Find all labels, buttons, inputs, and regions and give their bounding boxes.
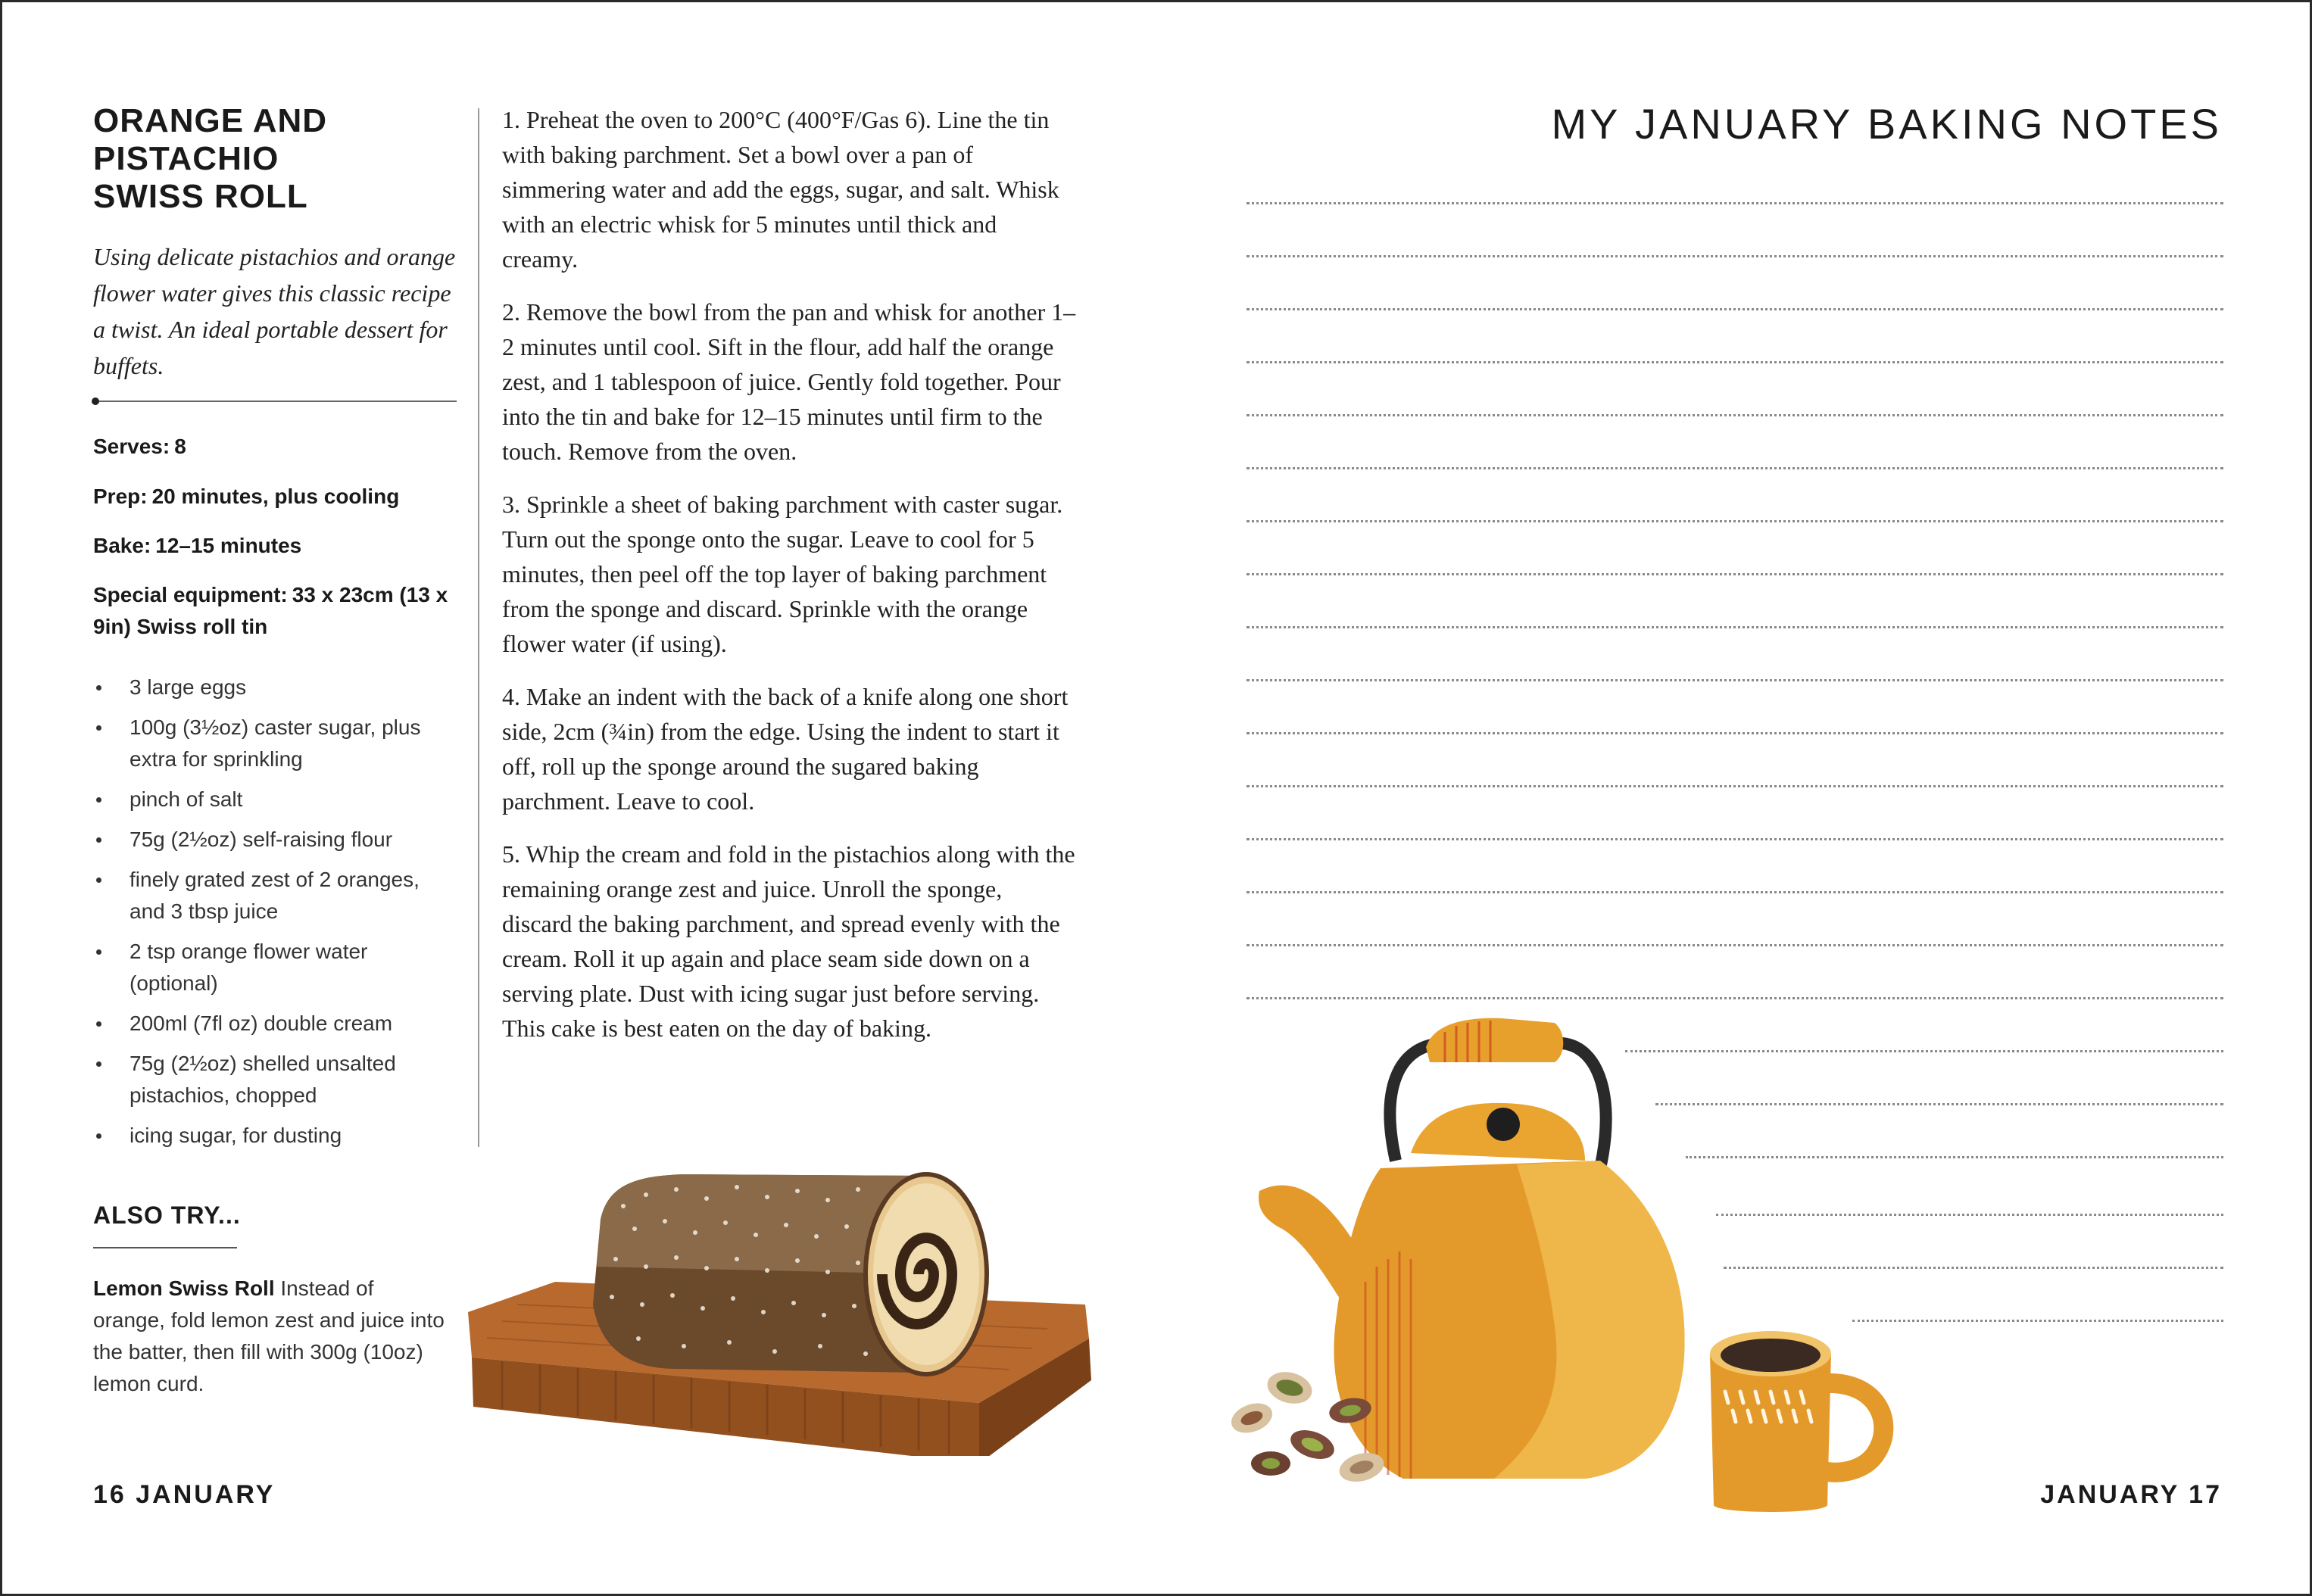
bake-label: Bake: — [93, 534, 151, 557]
bake-info — [93, 530, 449, 562]
ingredient-item: icing sugar, for dusting — [93, 1120, 457, 1152]
serves-label: Serves: — [93, 435, 170, 458]
note-line[interactable] — [1246, 573, 2223, 575]
note-line[interactable] — [1724, 1267, 2223, 1269]
equipment-label: Special equipment: — [93, 583, 288, 606]
prep-label: Prep: — [93, 485, 148, 508]
note-line[interactable] — [1246, 520, 2223, 522]
note-line[interactable] — [1246, 626, 2223, 628]
note-line[interactable] — [1246, 944, 2223, 946]
note-line[interactable] — [1246, 785, 2223, 787]
note-line[interactable] — [1246, 679, 2223, 681]
ingredient-item: 75g (2½oz) self-raising flour — [93, 824, 457, 856]
also-try-divider — [93, 1247, 237, 1248]
intro-divider — [95, 401, 457, 402]
ingredient-item: 200ml (7fl oz) double cream — [93, 1008, 457, 1040]
recipe-intro: Using delicate pistachios and orange flower water gives this classic recipe a twist. An ideal portable dessert for buffets. — [93, 243, 456, 379]
note-line[interactable] — [1852, 1320, 2223, 1322]
mug-illustration — [1702, 1316, 1899, 1520]
ingredient-item: finely grated zest of 2 oranges, and 3 tbsp juice — [93, 864, 457, 927]
serves-value: 8 — [174, 435, 186, 458]
recipe-title-line: SWISS ROLL — [93, 178, 308, 215]
notes-title: MY JANUARY BAKING NOTES — [1551, 100, 2222, 148]
method-step: 5. Whip the cream and fold in the pistachios along with the remaining orange zest and juice. Unroll the sponge, discard the baking parchment, and spread evenly with the cream. Roll it up again and place seam side down on a serving plate. Dust with icing sugar just before serving. This cake is best eaten on the day of baking. — [502, 840, 1075, 1042]
equipment-info — [93, 579, 449, 643]
note-line[interactable] — [1246, 202, 2223, 204]
also-try-text — [93, 1273, 449, 1400]
ingredients-list — [93, 672, 457, 1160]
ingredient-item: 75g (2½oz) shelled unsalted pistachios, chopped — [93, 1048, 457, 1111]
method-steps — [502, 102, 1078, 1064]
method-step: 4. Make an indent with the back of a knife along one short side, 2cm (¾in) from the edge. Using the indent to start it off, roll up the sponge around the sugared baking parchment. Leave to cool. — [502, 683, 1069, 815]
note-line[interactable] — [1246, 467, 2223, 469]
prep-info — [93, 481, 449, 513]
column-divider — [478, 108, 479, 1147]
prep-value: 20 minutes, plus cooling — [151, 485, 400, 508]
ingredient-item: 2 tsp orange flower water (optional) — [93, 936, 457, 999]
equipment-value: 33 x 23cm (13 x 9in) Swiss roll tin — [93, 583, 448, 638]
ingredient-item: pinch of salt — [93, 784, 457, 815]
ingredient-item: 3 large eggs — [93, 672, 457, 703]
also-try-description: Instead of orange, fold lemon zest and juice into the batter, then fill with 300g (10oz) lemon curd. — [93, 1276, 445, 1395]
recipe-title-line: ORANGE AND — [93, 102, 328, 139]
note-line[interactable] — [1655, 1103, 2223, 1105]
note-line[interactable] — [1625, 1050, 2223, 1052]
swiss-roll-illustration — [457, 1153, 1123, 1456]
bake-value: 12–15 minutes — [155, 534, 302, 557]
page-number-right: JANUARY 17 — [2040, 1480, 2222, 1509]
note-line[interactable] — [1246, 255, 2223, 257]
method-step: 2. Remove the bowl from the pan and whisk for another 1–2 minutes until cool. Sift in the flour, add half the orange zest, and 1 tablespoon of juice. Gently fold together. Pour into the tin and bake for 12–15 minutes until firm to the touch. Remove from the oven. — [502, 298, 1076, 465]
method-step: 1. Preheat the oven to 200°C (400°F/Gas 6). Line the tin with baking parchment. Set a bowl over a pan of simmering water and add the eggs, sugar, and salt. Whisk with an electric whisk for 5 minutes until thick and creamy. — [502, 106, 1059, 273]
note-line[interactable] — [1246, 361, 2223, 363]
serves-info — [93, 431, 449, 463]
page-number-left: 16 JANUARY — [93, 1480, 276, 1509]
pistachio-illustration — [1222, 1365, 1403, 1501]
note-line[interactable] — [1716, 1214, 2223, 1216]
note-line[interactable] — [1246, 891, 2223, 893]
also-try-name: Lemon Swiss Roll — [93, 1276, 275, 1300]
note-line[interactable] — [1246, 838, 2223, 840]
recipe-title-line: PISTACHIO — [93, 140, 279, 177]
note-line[interactable] — [1246, 732, 2223, 734]
note-line[interactable] — [1246, 414, 2223, 416]
also-try-heading: ALSO TRY... — [93, 1202, 241, 1229]
note-line[interactable] — [1246, 997, 2223, 999]
method-step: 3. Sprinkle a sheet of baking parchment with caster sugar. Turn out the sponge onto the sugar. Leave to cool for 5 minutes, then peel off the top layer of baking parchment from the sponge and discard. Sprinkle with the orange flower water (if using). — [502, 491, 1063, 657]
note-line[interactable] — [1246, 308, 2223, 310]
recipe-title — [93, 102, 449, 216]
note-line[interactable] — [1686, 1156, 2223, 1158]
ingredient-item: 100g (3½oz) caster sugar, plus extra for sprinkling — [93, 712, 457, 775]
